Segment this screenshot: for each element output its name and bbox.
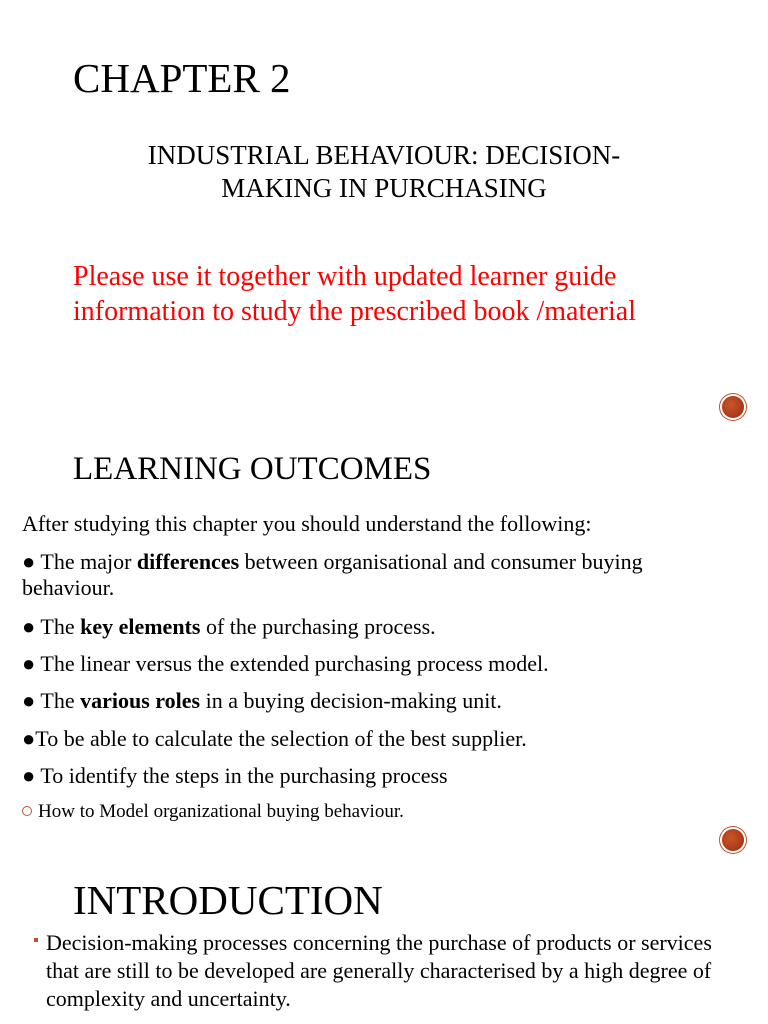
outcome-item: ●To be able to calculate the selection of the best supplier. [22,726,527,751]
outcome-item: ● The key elements of the purchasing process. [22,614,436,639]
learning-outcomes-title: LEARNING OUTCOMES [73,451,432,487]
chapter-title: CHAPTER 2 [73,55,291,101]
outcome-item: ● The linear versus the extended purchasing process model. [22,651,549,676]
square-bullet-icon [34,938,38,942]
outcome-sub-item: How to Model organizational buying behaviour. [22,800,404,824]
ring-bullet-icon [22,806,32,816]
outcome-item: ● The various roles in a buying decision-making unit. [22,688,502,713]
study-notice: Please use it together with updated learner guide information to study the prescribed book /material [73,261,636,327]
introduction-title: INTRODUCTION [73,877,383,923]
outcome-item: ● To identify the steps in the purchasing process [22,763,448,788]
introduction-text: Decision-making processes concerning the purchase of products or services that are still to be developed are generally characterised by a high degree of complexity and uncertainty. [46,929,746,1013]
learning-outcomes-intro: After studying this chapter you should understand the following: [22,511,592,536]
subtitle-line-1: INDUSTRIAL BEHAVIOUR: DECISION- [147,140,621,170]
subtitle-line-2: MAKING IN PURCHASING [221,173,547,203]
slide-divider-dot-icon [722,396,744,418]
outcome-item: ● The major differences between organisational and consumer buying behaviour. [22,549,643,600]
chapter-subtitle [60,139,708,205]
slide-divider-dot-icon [722,829,744,851]
